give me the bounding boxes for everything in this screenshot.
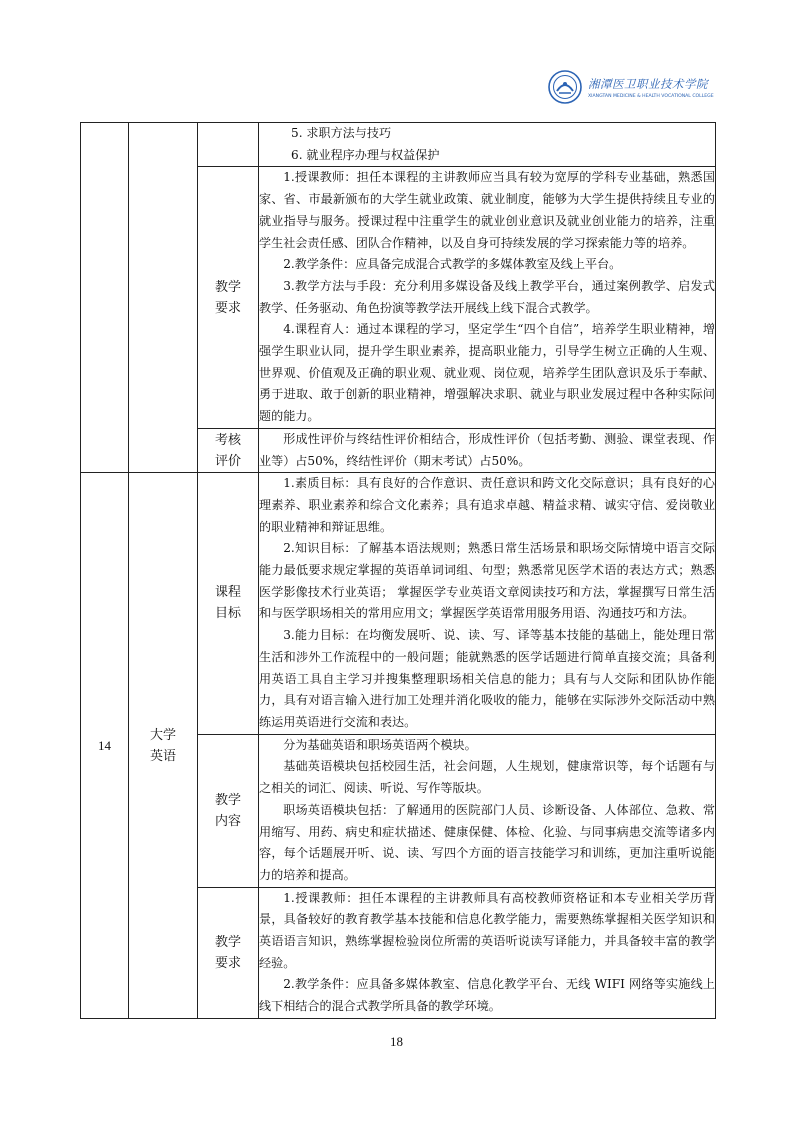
paragraph: 2.知识目标：了解基本语法规则；熟悉日常生活场景和职场交际情境中语言交际能力最低要求规定掌握的英语单词词组、句型；熟悉常见医学术语的表达方式；熟悉医学影像技术行业英语； 掌握医学专业英语文章阅读技巧和方法，掌握撰写日常生活和与医学职场相关的常用应用文；掌握医学英语常用服务用语、沟通技巧和方法。 <box>259 541 715 621</box>
college-emblem-icon <box>548 70 582 104</box>
list-item: 5. 求职方法与技巧 <box>291 126 392 140</box>
course-number-cell-prev <box>81 123 129 473</box>
paragraph: 3.能力目标：在均衡发展听、说、读、写、译等基本技能的基础上，能处理日常生活和涉外工作流程中的一般问题；能就熟悉的医学话题进行简单直接交流；具备利用英语工具自主学习并搜集整理职场相关信息的能力；具有与人交际和团队协作能力，具有对语言输入进行加工处理并消化吸收的能力，能够在实际涉外交际活动中熟练运用英语进行交流和表达。 <box>259 628 715 729</box>
teaching-requirements-cell <box>259 167 716 428</box>
evaluation-cell <box>259 428 716 472</box>
paragraph: 职场英语模块包括：了解通用的医院部门人员、诊断设备、人体部位、急救、常用缩写、用药、病史和症状描述、健康保健、体检、化验、与同事病患交流等诸多内容，每个话题展开听、说、读、写四个方面的语言技能学习和训练，更加注重听说能力的培养和提高。 <box>259 802 715 882</box>
teaching-content-label: 教学 内容 <box>198 734 259 887</box>
list-item: 6. 就业程序办理与权益保护 <box>291 147 440 162</box>
course-number-cell: 14 <box>81 473 129 1019</box>
course-name-cell: 大学 英语 <box>129 473 198 1019</box>
course-goals-label: 课程 目标 <box>198 473 259 734</box>
course-goals-cell <box>259 473 716 734</box>
college-name-en: XIANGTAN MEDICINE & HEALTH VOCATIONAL COLLEGE <box>588 93 714 99</box>
paragraph: 1.授课教师：担任本课程的主讲教师应当具有较为宽厚的学科专业基础，熟悉国家、省、市最新颁布的大学生就业政策、就业制度，能够为大学生提供持续且专业的就业指导与服务。授课过程中注重学生的就业创业意识及就业创业能力的培养，注重学生社会责任感、团队合作精神，以及自身可持续发展的学习探索能力等的培养。 <box>259 170 715 250</box>
teaching-requirements-label-14: 教学 要求 <box>198 887 259 1018</box>
evaluation-label: 考核 评价 <box>198 428 259 472</box>
course-name-cell-prev <box>129 123 198 473</box>
college-logo <box>548 66 714 108</box>
paragraph: 2.教学条件：应具备完成混合式教学的多媒体教室及线上平台。 <box>283 257 622 272</box>
paragraph: 分为基础英语和职场英语两个模块。 <box>283 737 477 752</box>
paragraph: 1.素质目标：具有良好的合作意识、责任意识和跨文化交际意识；具有良好的心理素养、职业素养和综合文化素养；具有追求卓越、精益求精、诚实守信、爱岗敬业的职业精神和辩证思维。 <box>259 476 715 534</box>
table-row <box>81 123 716 167</box>
content-list-cell <box>259 123 716 167</box>
teaching-content-cell <box>259 734 716 887</box>
college-name-cn: 湘潭医卫职业技术学院 <box>588 76 708 91</box>
teaching-requirements-label: 教学 要求 <box>198 167 259 428</box>
paragraph: 形成性评价与终结性评价相结合，形成性评价（包括考勤、测验、课堂表现、作业等）占50%，终结性评价（期末考试）占50%。 <box>259 431 715 468</box>
teaching-requirements-cell-14 <box>259 887 716 1018</box>
paragraph: 4.课程育人：通过本课程的学习，坚定学生“四个自信”，培养学生职业精神，增强学生职业认同，提升学生职业素养，提高职业能力，引导学生树立正确的人生观、世界观、价值观及正确的职业观、就业观、岗位观，培养学生团队意识及乐于奉献、勇于进取、敢于创新的职业精神，增强解决求职、就业与职业发展过程中各种实际问题的能力。 <box>259 322 715 424</box>
paragraph: 基础英语模块包括校园生活，社会问题，人生规划，健康常识等，每个话题有与之相关的词汇、阅读、听说、写作等版块。 <box>259 759 715 796</box>
paragraph: 1.授课教师：担任本课程的主讲教师具有高校教师资格证和本专业相关学历背景，具备较好的教育教学基本技能和信息化教学能力，需要熟练掌握相关医学知识和英语语言知识，熟练掌握检验岗位所需的英语听说读写译能力，并具备较丰富的教学经验。 <box>259 890 715 970</box>
page-number: 18 <box>390 1034 403 1049</box>
row-label-empty <box>198 123 259 167</box>
curriculum-table <box>80 122 716 1019</box>
paragraph: 2.教学条件：应具备多媒体教室、信息化教学平台、无线 WIFI 网络等实施线上线下相结合的混合式教学所具备的教学环境。 <box>259 977 715 1014</box>
paragraph: 3.教学方法与手段：充分利用多媒设备及线上教学平台，通过案例教学、启发式教学、任务驱动、角色扮演等教学法开展线上线下混合式教学。 <box>259 278 715 315</box>
table-row <box>81 473 716 734</box>
